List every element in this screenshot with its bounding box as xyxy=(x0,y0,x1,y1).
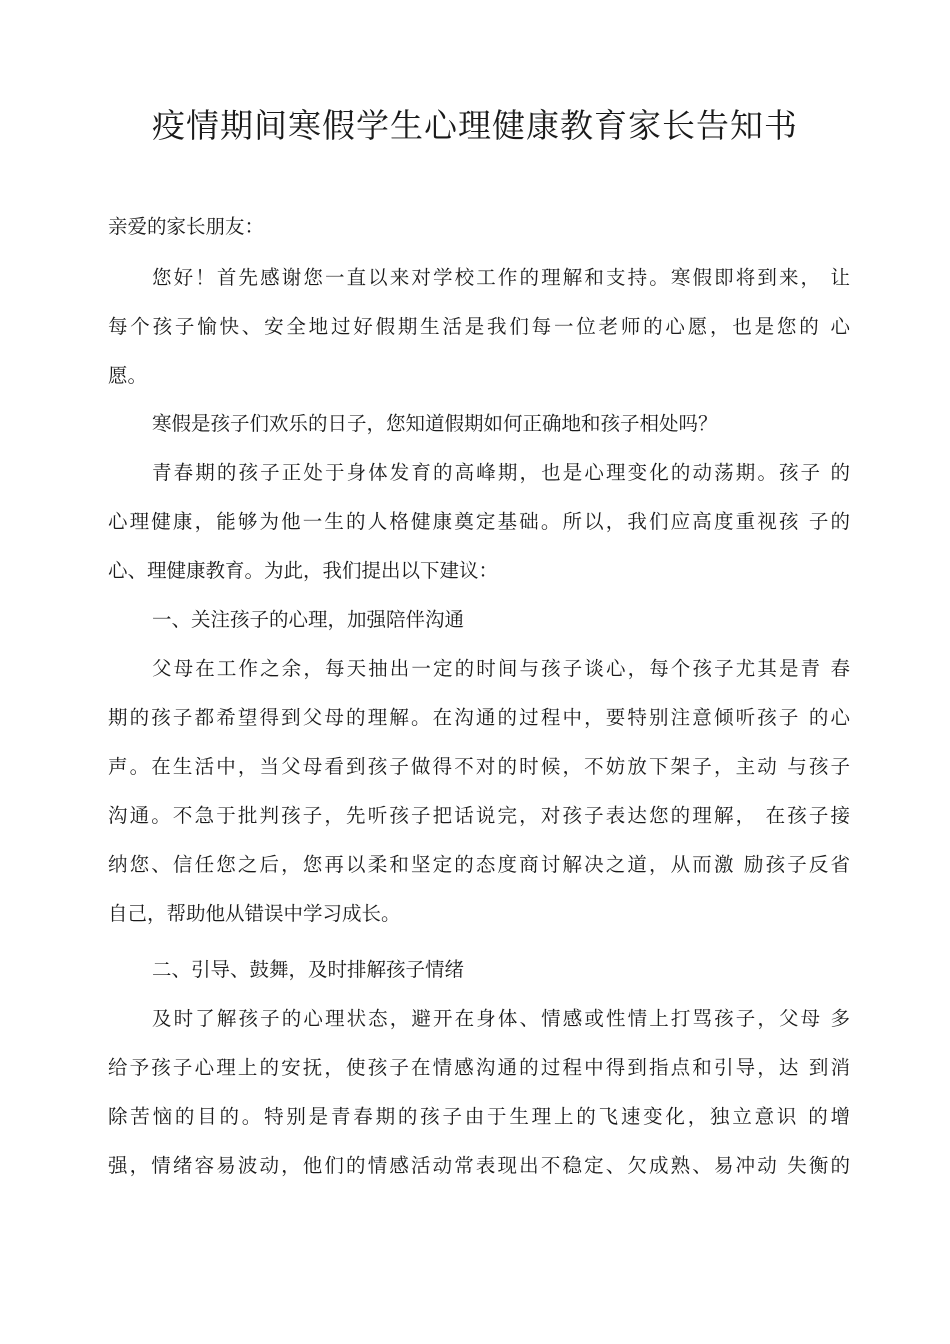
paragraph-line: 愿。 xyxy=(108,364,148,387)
paragraph-line: 心理健康，能够为他一生的人格健康奠定基础。所以，我们应高度重视孩 子的 xyxy=(108,510,850,533)
salutation: 亲爱的家长朋友： xyxy=(108,215,265,238)
paragraph-line: 纳您、信任您之后，您再以柔和坚定的态度商讨解决之道，从而激 励孩子反省 xyxy=(108,853,850,876)
section-heading-2: 二、引导、鼓舞，及时排解孩子情绪 xyxy=(152,958,465,981)
paragraph-line: 除苦恼的目的。特别是青春期的孩子由于生理上的飞速变化，独立意识 的增 xyxy=(108,1105,850,1128)
paragraph-line: 沟通。不急于批判孩子，先听孩子把话说完，对孩子表达您的理解， 在孩子接 xyxy=(108,804,850,827)
paragraph-line: 青春期的孩子正处于身体发育的高峰期，也是心理变化的动荡期。孩子 的 xyxy=(152,461,850,484)
paragraph-line: 寒假是孩子们欢乐的日子，您知道假期如何正确地和孩子相处吗？ xyxy=(152,412,718,435)
paragraph-line: 及时了解孩子的心理状态，避开在身体、情感或性情上打骂孩子，父母 多 xyxy=(152,1007,850,1030)
paragraph-line: 期的孩子都希望得到父母的理解。在沟通的过程中，要特别注意倾听孩子 的心 xyxy=(108,706,850,729)
paragraph-line: 声。在生活中，当父母看到孩子做得不对的时候，不妨放下架子，主动 与孩子 xyxy=(108,755,850,778)
paragraph-line: 父母在工作之余，每天抽出一定的时间与孩子谈心，每个孩子尤其是青 春 xyxy=(152,657,850,680)
paragraph-line: 自己，帮助他从错误中学习成长。 xyxy=(108,902,401,925)
paragraph-line: 强，情绪容易波动，他们的情感活动常表现出不稳定、欠成熟、易冲动 失衡的 xyxy=(108,1154,850,1177)
section-heading-1: 一、关注孩子的心理，加强陪伴沟通 xyxy=(152,608,465,631)
paragraph-line: 心、理健康教育。为此，我们提出以下建议： xyxy=(108,559,499,582)
paragraph-line: 给予孩子心理上的安抚，使孩子在情感沟通的过程中得到指点和引导，达 到消 xyxy=(108,1056,850,1079)
paragraph-line: 您好！首先感谢您一直以来对学校工作的理解和支持。寒假即将到来， 让 xyxy=(152,266,850,289)
document-title: 疫情期间寒假学生心理健康教育家长告知书 xyxy=(152,106,798,145)
paragraph-line: 每个孩子愉快、安全地过好假期生活是我们每一位老师的心愿，也是您的 心 xyxy=(108,315,850,338)
